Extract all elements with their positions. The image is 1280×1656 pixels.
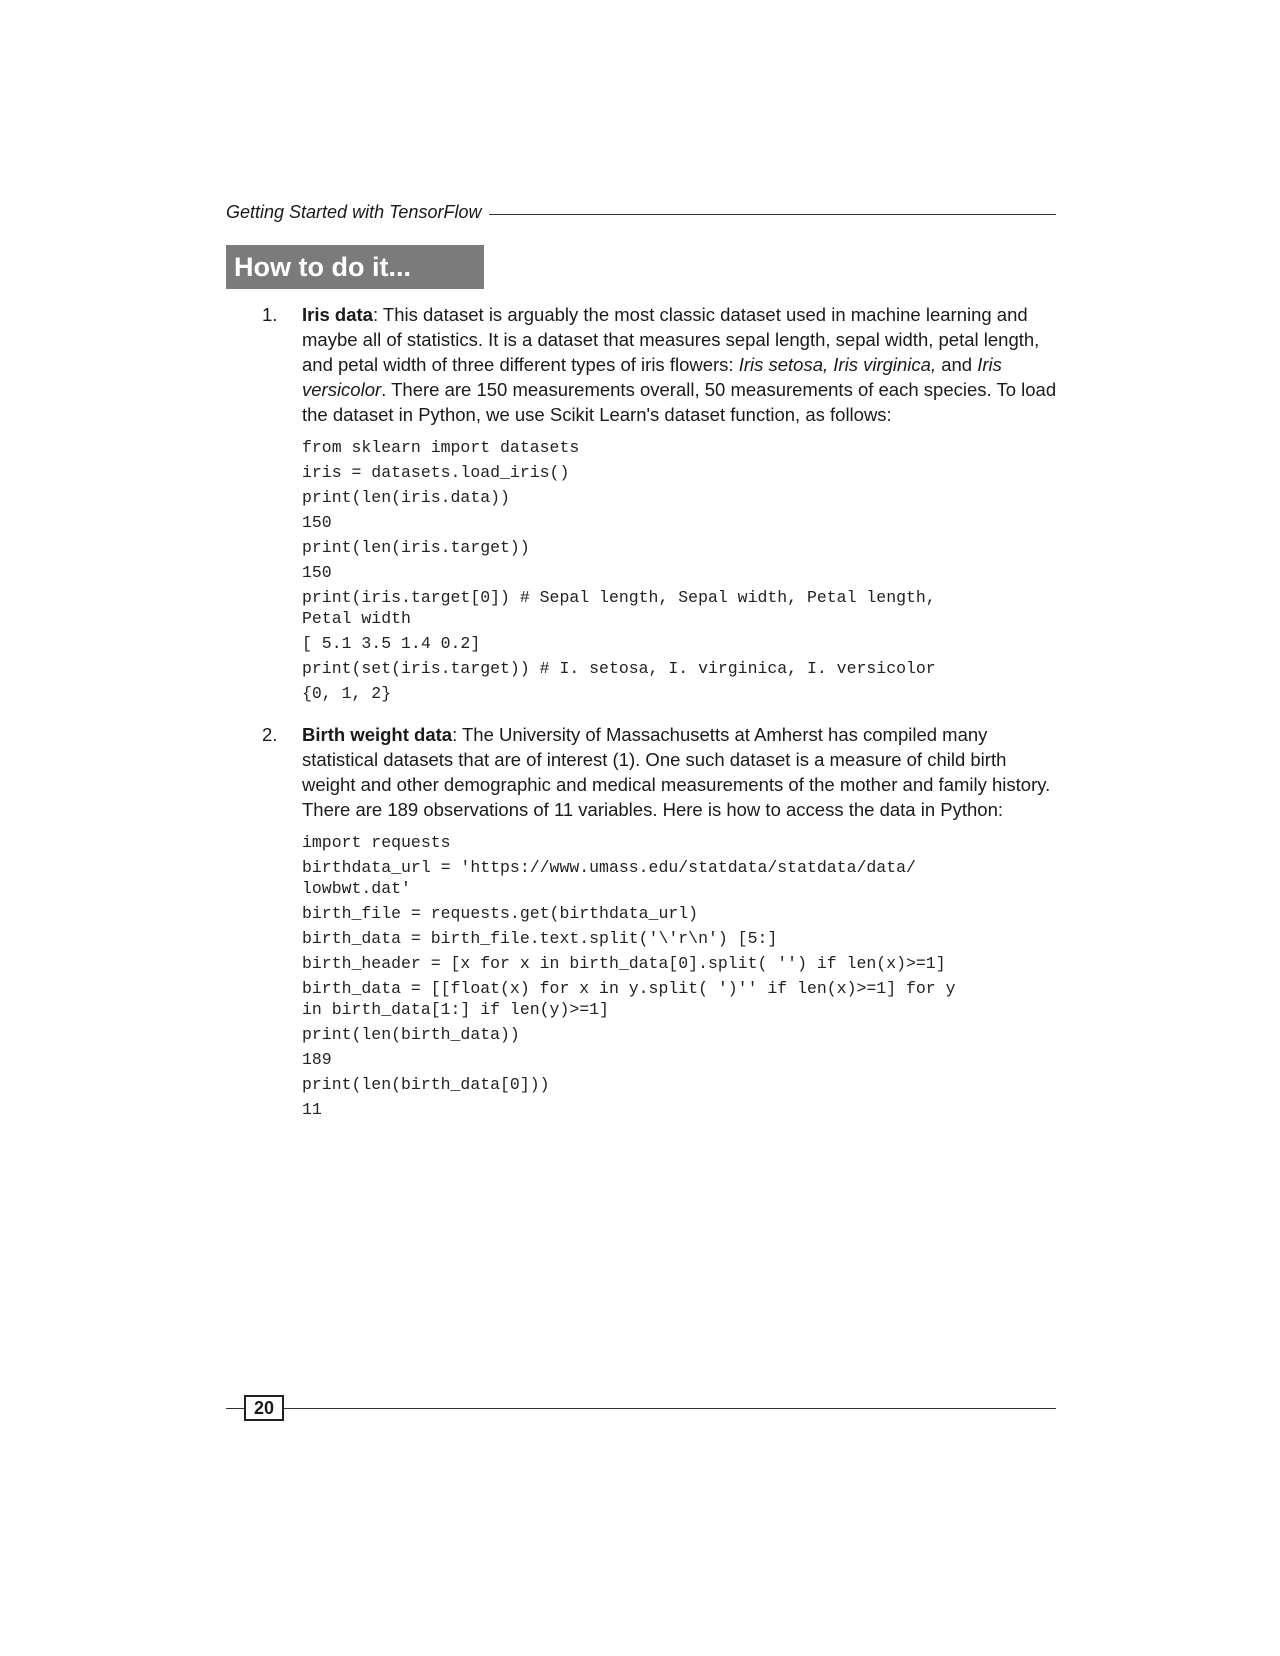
code-line: print(set(iris.target)) # I. setosa, I. virginica, I. versicolor [302, 659, 936, 678]
code-line: birth_data = birth_file.text.split('\'r\n') [5:] [302, 929, 778, 948]
code-block [302, 437, 1062, 704]
code-line: 150 [302, 563, 332, 582]
code-line: from sklearn import datasets [302, 438, 580, 457]
code-line: 11 [302, 1100, 322, 1119]
code-line: birthdata_url = 'https://www.umass.edu/statdata/statdata/data/ lowbwt.dat' [302, 858, 916, 898]
code-line: [ 5.1 3.5 1.4 0.2] [302, 634, 481, 653]
code-line: print(len(birth_data[0])) [302, 1075, 550, 1094]
item-term: Birth weight data [302, 724, 453, 745]
code-line: iris = datasets.load_iris() [302, 463, 570, 482]
code-line: {0, 1, 2} [302, 684, 392, 703]
footer-rule-left [226, 1408, 244, 1409]
list-item-iris [262, 302, 1062, 704]
item-number: 2. [262, 724, 278, 745]
item-paragraph [302, 302, 1062, 427]
code-line: print(len(iris.target)) [302, 538, 530, 557]
code-line: import requests [302, 833, 451, 852]
section-heading: How to do it... [226, 245, 484, 289]
header-rule [489, 214, 1056, 215]
code-line: birth_data = [[float(x) for x in y.split( ')'' if len(x)>=1] for y in birth_data[1:] if len(y)>=1] [302, 979, 956, 1019]
page-footer [226, 1395, 1056, 1423]
footer-rule-right [284, 1408, 1056, 1409]
item-term: Iris data [302, 304, 373, 325]
code-line: birth_file = requests.get(birthdata_url) [302, 904, 699, 923]
content [262, 302, 1062, 1124]
item-paragraph [302, 722, 1062, 822]
item-italic: Iris versicolor [302, 354, 1002, 400]
code-line: print(len(iris.data)) [302, 488, 510, 507]
code-block [302, 832, 1062, 1120]
item-text-part: and [936, 354, 978, 375]
code-line: birth_header = [x for x in birth_data[0].split( '') if len(x)>=1] [302, 954, 946, 973]
code-line: 150 [302, 513, 332, 532]
code-line: print(iris.target[0]) # Sepal length, Sepal width, Petal length, Petal width [302, 588, 936, 628]
item-text-part: : The University of Massachusetts at Amherst has compiled many statistical datasets that are of interest (1). One such dataset is a measure of child birth weight and other demographic and medical measurements of the mother and family history. There are 189 observations of 11 variables. Here is how to access the data in Python: [302, 724, 1051, 820]
running-title: Getting Started with TensorFlow [226, 201, 482, 222]
item-number: 1. [262, 304, 278, 325]
page-number: 20 [244, 1395, 284, 1421]
list-item-birth-weight [262, 722, 1062, 1120]
item-text-part: : This dataset is arguably the most classic dataset used in machine learning and maybe all of statistics. It is a dataset that measures sepal length, sepal width, petal length, and petal width of three different types of iris flowers: [302, 304, 1040, 375]
item-italic: Iris setosa, Iris virginica, [738, 354, 937, 375]
item-text-part: . There are 150 measurements overall, 50 measurements of each species. To load the dataset in Python, we use Scikit Learn's dataset function, as follows: [302, 379, 1057, 425]
code-line: print(len(birth_data)) [302, 1025, 520, 1044]
page-header [226, 199, 1056, 225]
code-line: 189 [302, 1050, 332, 1069]
